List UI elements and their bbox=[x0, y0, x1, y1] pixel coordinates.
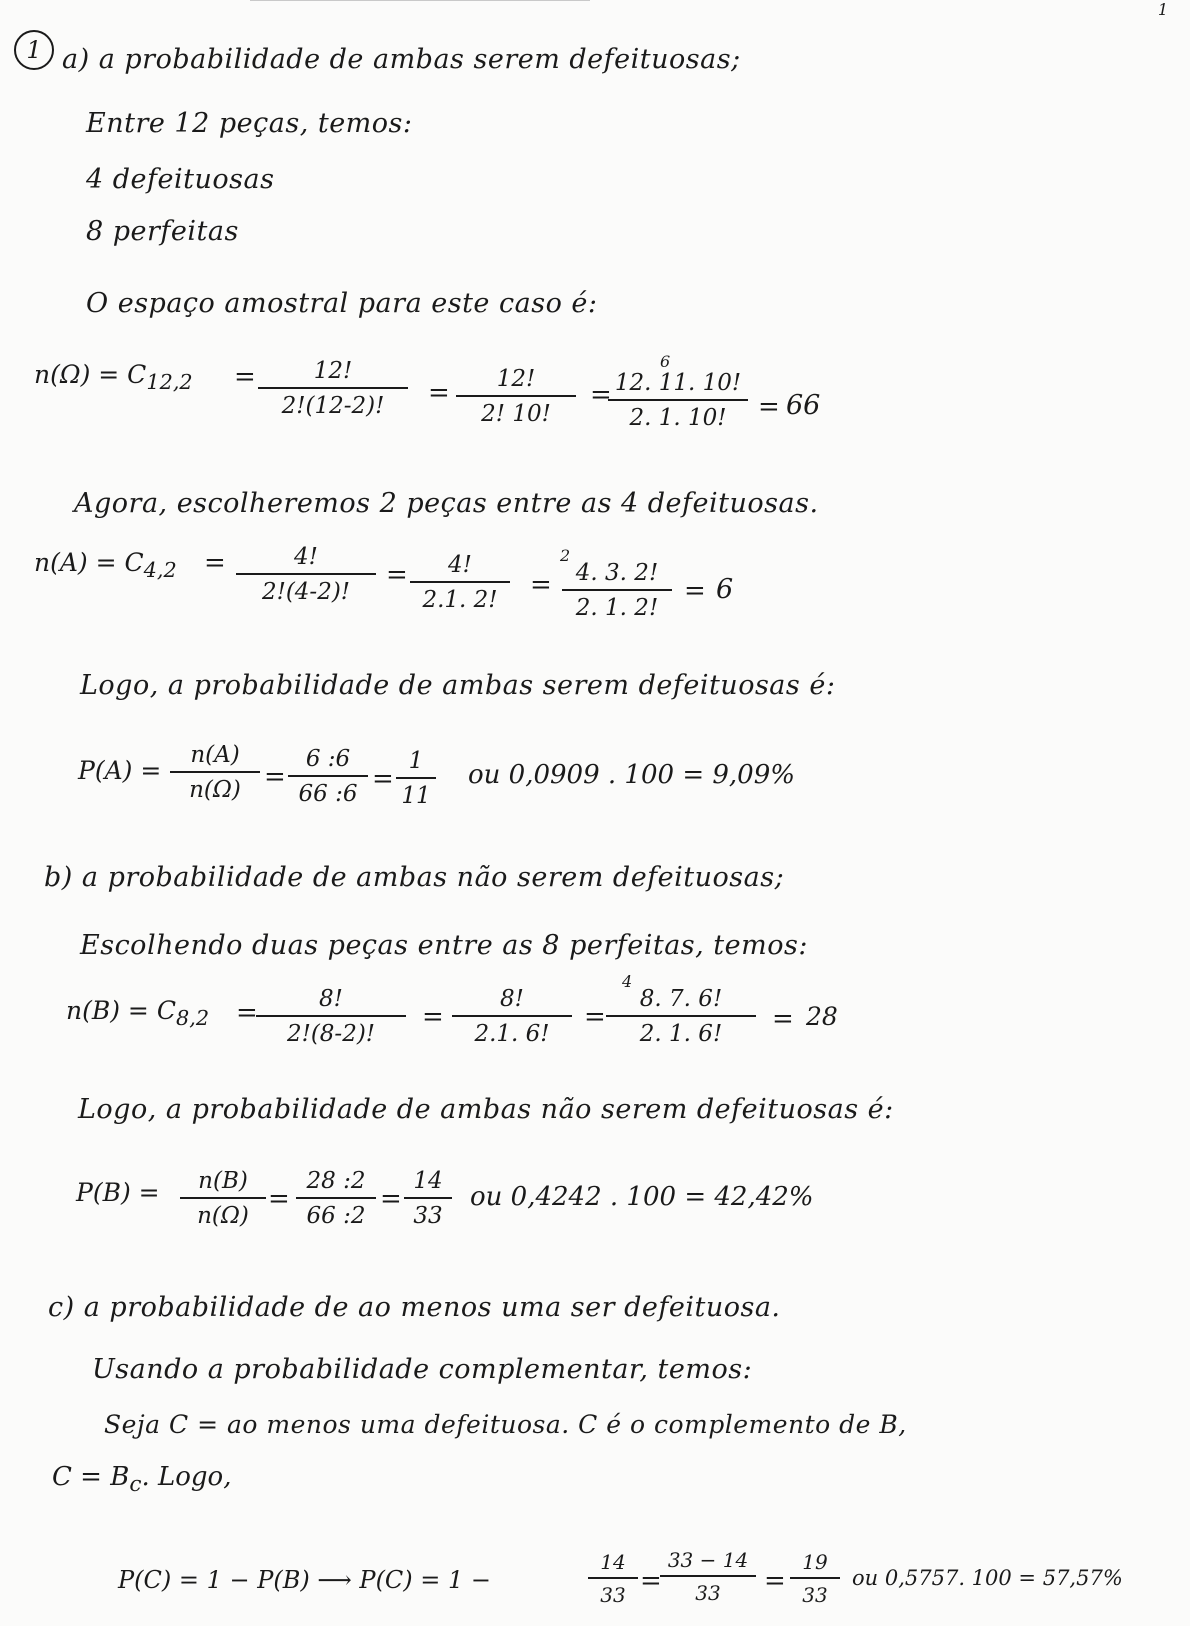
n-a-label: n(A) = C bbox=[34, 548, 144, 577]
top-edge-line bbox=[250, 0, 590, 1]
fraction-denominator: 2!(12-2)! bbox=[281, 393, 385, 419]
part-a-item-perfect: 8 perfeitas bbox=[86, 216, 239, 247]
n-omega-lhs bbox=[34, 360, 193, 394]
part-c-definition: Seja C = ao menos uma defeituosa. C é o complemento de B, bbox=[104, 1410, 907, 1439]
n-a-result: 6 bbox=[716, 574, 734, 605]
fraction-numerator: 6 :6 bbox=[288, 746, 368, 777]
part-b-conclusion: Logo, a probabilidade de ambas não serem defeituosas é: bbox=[78, 1094, 894, 1125]
equals-sign: = bbox=[386, 560, 408, 590]
fraction-denominator: 2!(8-2)! bbox=[286, 1021, 376, 1047]
part-a-item-defective: 4 defeituosas bbox=[86, 164, 275, 195]
equals-sign: = bbox=[380, 1184, 402, 1214]
n-a-subscript: 4,2 bbox=[143, 558, 177, 582]
fraction-denominator: 33 bbox=[600, 1583, 626, 1607]
p-c-lhs: P(C) = 1 − P(B) ⟶ P(C) = 1 − bbox=[118, 1566, 492, 1594]
n-b-fraction-3 bbox=[606, 986, 756, 1047]
p-a-percentage: ou 0,0909 . 100 = 9,09% bbox=[468, 760, 795, 790]
equals-sign: = bbox=[584, 1002, 606, 1032]
part-a-intro: Entre 12 peças, temos: bbox=[86, 108, 413, 139]
p-b-percentage: ou 0,4242 . 100 = 42,42% bbox=[470, 1182, 814, 1212]
p-b-lhs: P(B) = bbox=[76, 1178, 160, 1207]
page-number: 1 bbox=[1157, 0, 1168, 19]
cancel-superscript: 4 bbox=[622, 972, 633, 991]
equals-sign: = bbox=[772, 1004, 794, 1034]
fraction-numerator: 12! bbox=[456, 366, 576, 397]
complement-subscript: c bbox=[129, 1472, 142, 1498]
equals-sign: = bbox=[264, 762, 286, 792]
p-a-fraction-1 bbox=[170, 742, 260, 803]
p-b-fraction-1 bbox=[180, 1168, 266, 1229]
complement-tail: . Logo, bbox=[141, 1462, 232, 1492]
fraction-denominator: 2. 1. 2! bbox=[575, 595, 659, 621]
fraction-numerator: 12! bbox=[258, 358, 408, 389]
sample-space-text: O espaço amostral para este caso é: bbox=[86, 288, 598, 319]
fraction-numerator: 28 :2 bbox=[296, 1168, 376, 1199]
n-omega-subscript: 12,2 bbox=[146, 370, 193, 394]
equals-sign: = bbox=[236, 998, 258, 1028]
fraction-numerator: 12. 11. 10! bbox=[608, 370, 748, 401]
fraction-numerator: 19 bbox=[790, 1550, 840, 1579]
equals-sign: = bbox=[640, 1566, 662, 1596]
part-a-conclusion: Logo, a probabilidade de ambas serem defeituosas é: bbox=[80, 670, 836, 701]
fraction-denominator: 66 :6 bbox=[298, 781, 358, 807]
fraction-denominator: 33 bbox=[695, 1581, 721, 1605]
p-a-fraction-2 bbox=[288, 746, 368, 807]
n-a-lhs bbox=[34, 548, 177, 582]
choose-defective-text: Agora, escolheremos 2 peças entre as 4 defeituosas. bbox=[74, 488, 819, 519]
fraction-numerator: n(A) bbox=[170, 742, 260, 773]
fraction-numerator: 4. 3. 2! bbox=[562, 560, 672, 591]
n-omega-fraction-1 bbox=[258, 358, 408, 419]
p-c-percentage: ou 0,5757. 100 = 57,57% bbox=[852, 1566, 1123, 1590]
question-number: 1 bbox=[14, 30, 54, 70]
complement-label: C = B bbox=[52, 1462, 130, 1492]
fraction-numerator: 4! bbox=[410, 552, 510, 583]
n-omega-fraction-2 bbox=[456, 366, 576, 427]
n-omega-label: n(Ω) = C bbox=[34, 360, 147, 389]
fraction-denominator: n(Ω) bbox=[189, 777, 241, 803]
part-c-intro: Usando a probabilidade complementar, temos: bbox=[92, 1354, 753, 1385]
p-c-fraction-3 bbox=[790, 1550, 840, 1607]
equals-sign: = bbox=[422, 1002, 444, 1032]
fraction-denominator: 33 bbox=[802, 1583, 828, 1607]
fraction-denominator: 11 bbox=[401, 783, 431, 809]
equals-sign: = bbox=[268, 1184, 290, 1214]
n-omega-fraction-3 bbox=[608, 370, 748, 431]
fraction-numerator: 14 bbox=[404, 1168, 452, 1199]
part-a-heading: a) a probabilidade de ambas serem defeituosas; bbox=[62, 44, 741, 75]
p-a-fraction-3 bbox=[396, 748, 436, 809]
fraction-denominator: 2. 1. 6! bbox=[639, 1021, 723, 1047]
equals-sign: = bbox=[204, 548, 226, 578]
part-c-heading: c) a probabilidade de ao menos uma ser defeituosa. bbox=[48, 1292, 781, 1323]
part-b-heading: b) a probabilidade de ambas não serem defeituosas; bbox=[44, 862, 785, 893]
n-a-fraction-2 bbox=[410, 552, 510, 613]
part-b-intro: Escolhendo duas peças entre as 8 perfeitas, temos: bbox=[80, 930, 808, 961]
fraction-denominator: 2!(4-2)! bbox=[261, 579, 351, 605]
fraction-numerator: 8. 7. 6! bbox=[606, 986, 756, 1017]
equals-sign: = bbox=[590, 380, 612, 410]
cancel-superscript: 6 bbox=[660, 352, 671, 371]
fraction-numerator: 1 bbox=[396, 748, 436, 779]
n-omega-result: 66 bbox=[786, 390, 821, 421]
n-a-fraction-3 bbox=[562, 560, 672, 621]
fraction-numerator: n(B) bbox=[180, 1168, 266, 1199]
equals-sign: = bbox=[428, 378, 450, 408]
fraction-numerator: 14 bbox=[588, 1550, 638, 1579]
n-b-label: n(B) = C bbox=[66, 996, 176, 1025]
n-b-subscript: 8,2 bbox=[175, 1006, 210, 1030]
fraction-numerator: 8! bbox=[256, 986, 406, 1017]
equals-sign: = bbox=[530, 570, 552, 600]
p-b-fraction-3 bbox=[404, 1168, 452, 1229]
n-a-fraction-1 bbox=[236, 544, 376, 605]
p-c-fraction-1 bbox=[588, 1550, 638, 1607]
fraction-numerator: 33 − 14 bbox=[660, 1548, 756, 1577]
equals-sign: = bbox=[372, 764, 394, 794]
fraction-denominator: 66 :2 bbox=[306, 1203, 366, 1229]
n-b-fraction-1 bbox=[256, 986, 406, 1047]
part-c-complement bbox=[52, 1462, 231, 1497]
fraction-numerator: 4! bbox=[236, 544, 376, 575]
fraction-denominator: 2.1. 2! bbox=[422, 587, 498, 613]
equals-sign: = bbox=[684, 576, 706, 606]
p-b-fraction-2 bbox=[296, 1168, 376, 1229]
fraction-denominator: 2! 10! bbox=[481, 401, 551, 427]
n-b-lhs bbox=[66, 996, 209, 1030]
fraction-denominator: n(Ω) bbox=[197, 1203, 249, 1229]
n-b-fraction-2 bbox=[452, 986, 572, 1047]
equals-sign: = bbox=[234, 362, 256, 392]
fraction-denominator: 2. 1. 10! bbox=[629, 405, 727, 431]
p-c-fraction-2 bbox=[660, 1548, 756, 1605]
p-a-lhs: P(A) = bbox=[78, 756, 162, 785]
fraction-denominator: 33 bbox=[413, 1203, 443, 1229]
cancel-superscript: 2 bbox=[560, 546, 571, 565]
fraction-numerator: 8! bbox=[452, 986, 572, 1017]
equals-sign: = bbox=[758, 392, 780, 422]
fraction-denominator: 2.1. 6! bbox=[474, 1021, 550, 1047]
equals-sign: = bbox=[764, 1566, 786, 1596]
n-b-result: 28 bbox=[806, 1002, 838, 1031]
